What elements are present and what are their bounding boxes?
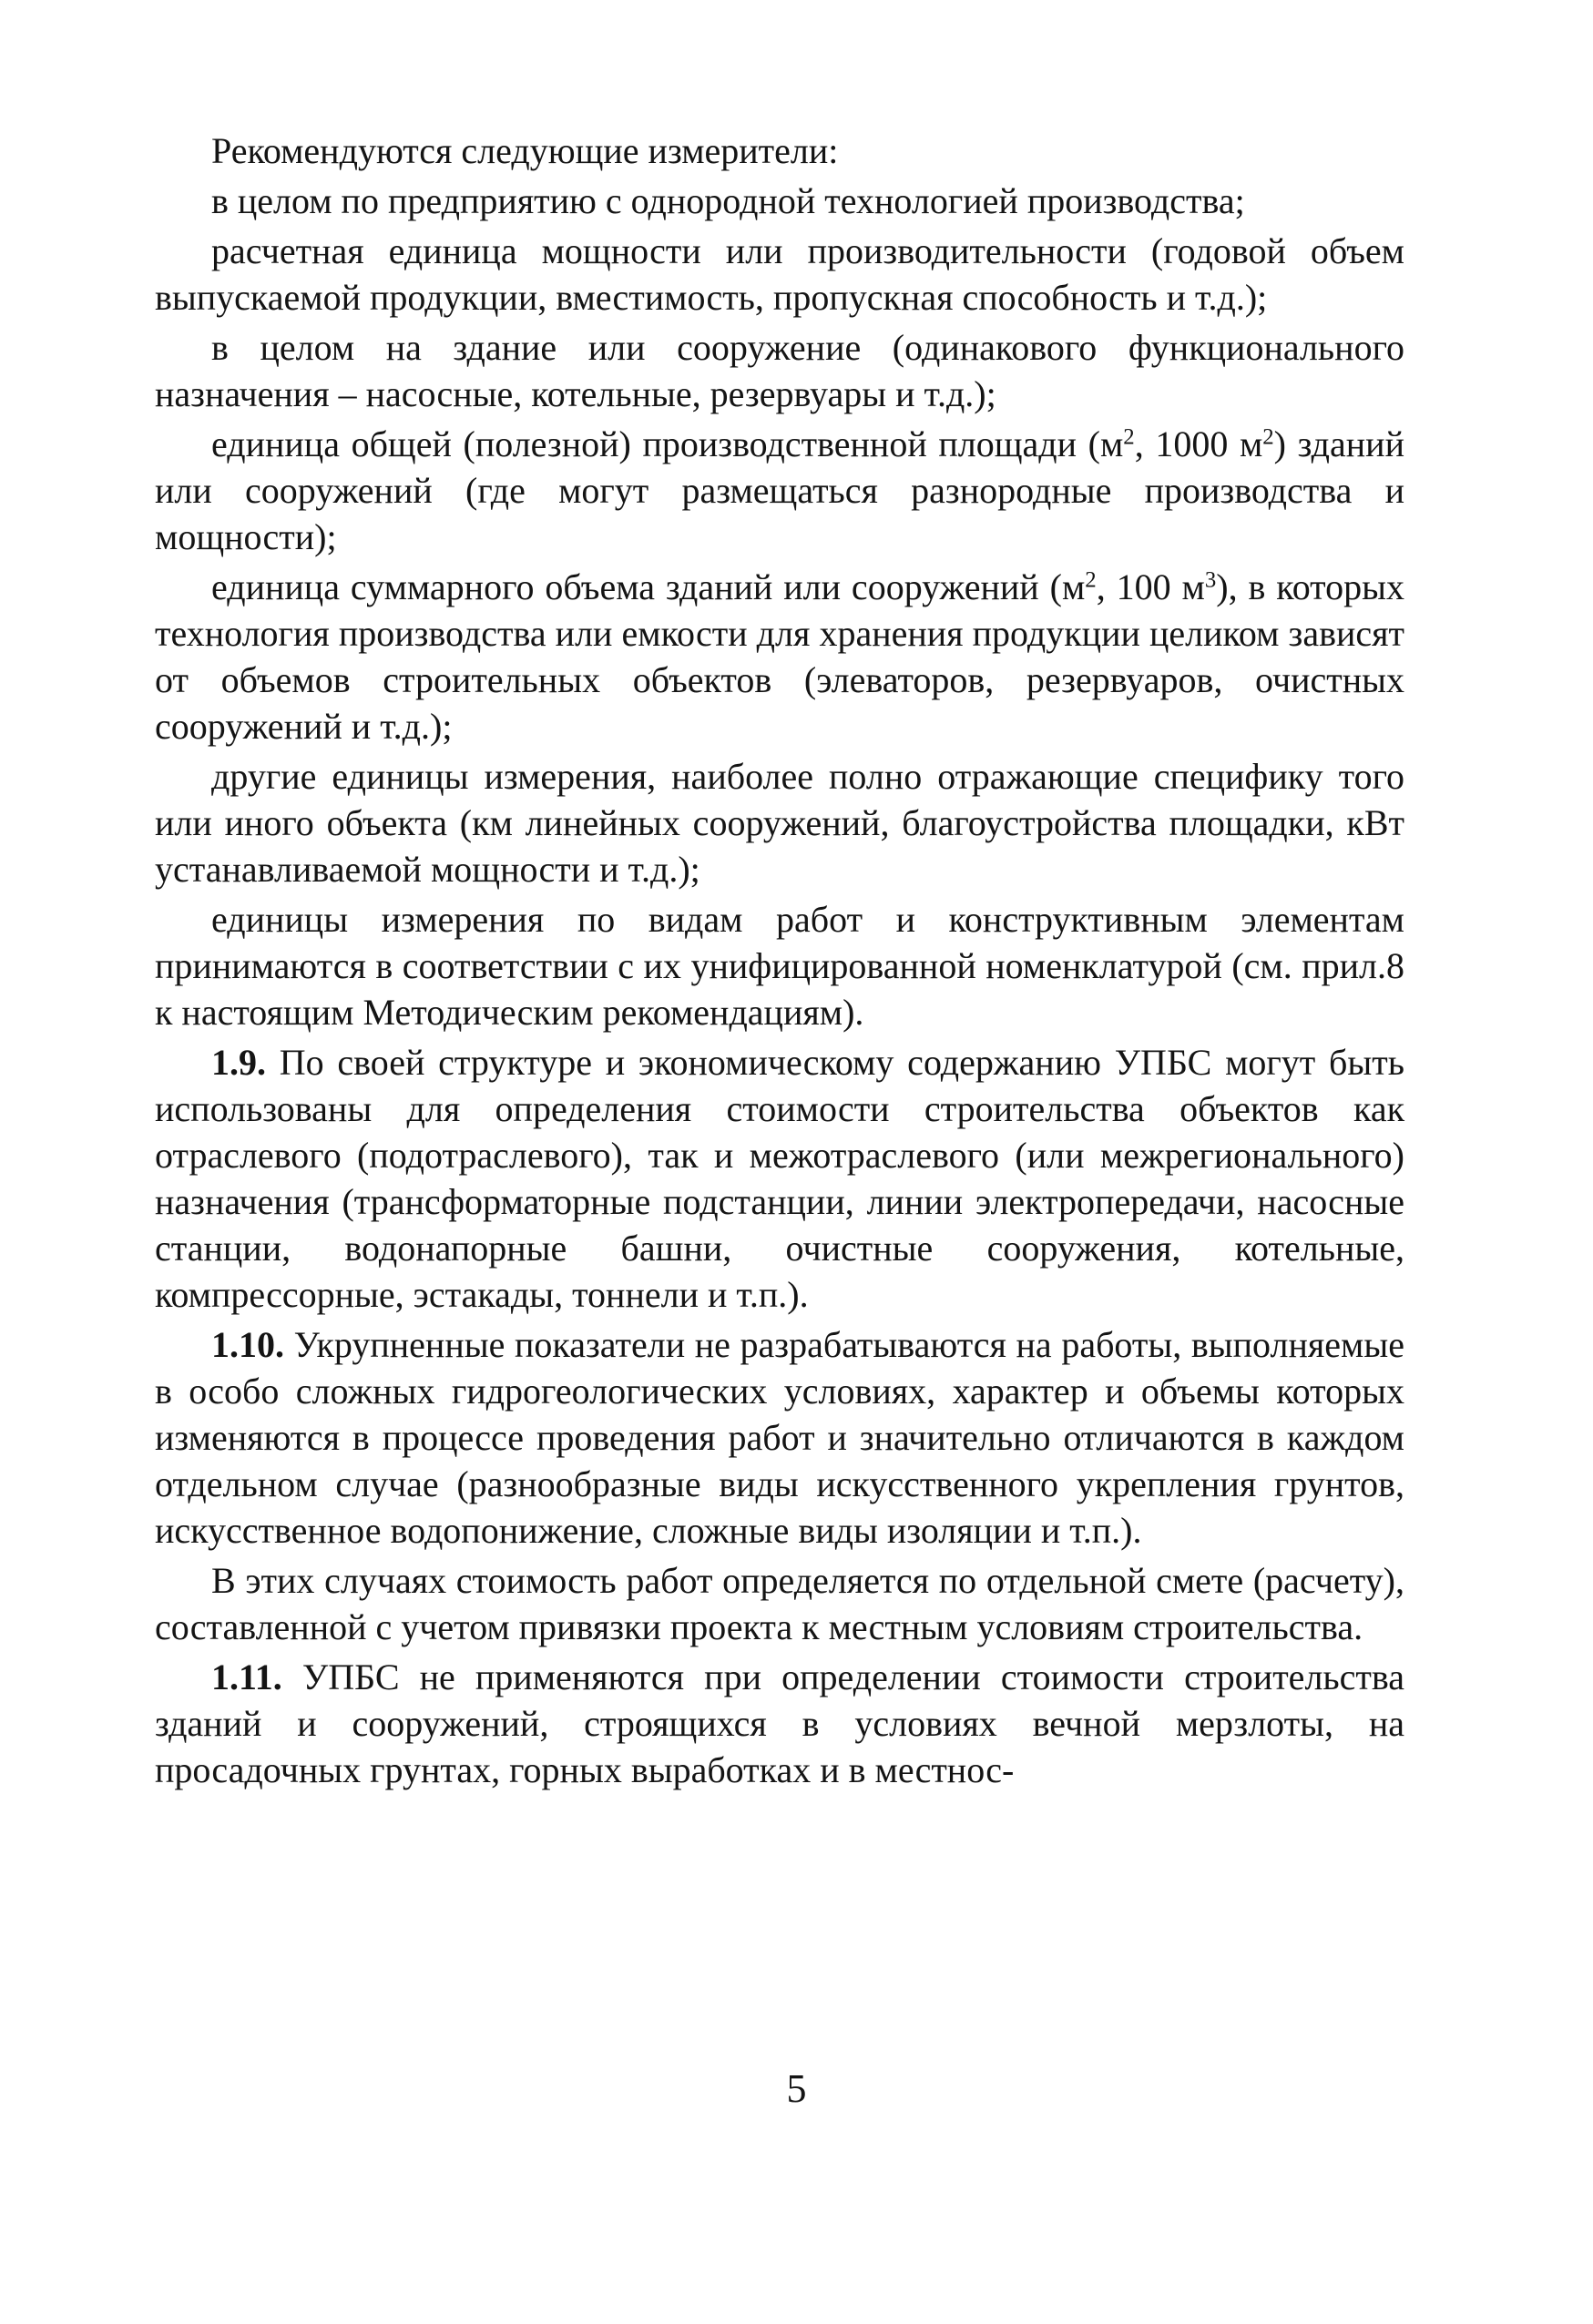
paragraph-list-item: в целом на здание или сооружение (одинакового функционального назначения – насосные, котельные, резервуары и т.д.);: [155, 327, 1404, 414]
superscript: 2: [1123, 424, 1135, 450]
section-text: УПБС не применяются при определении стоимости строительства зданий и сооружений, строящихся в условиях вечной мерзлоты, на просадочных грунтах, горных выработках и в местнос-: [155, 1656, 1404, 1790]
superscript: 3: [1204, 567, 1217, 593]
paragraph-list-item: единица суммарного объема зданий или сооружений ($м^2$, 100 $м^3$), в которых технология производства или емкости для хранения продукции целиком зависят от объемов строительных объектов (элеваторов, резервуаров, очистных сооружений и т.д.);: [155, 566, 1404, 747]
superscript: 2: [1262, 424, 1274, 450]
page-number: 5: [786, 2066, 807, 2111]
section-number: 1.11.: [211, 1656, 282, 1697]
section-1-10: [155, 1321, 1404, 1554]
section-number: 1.9.: [211, 1042, 266, 1083]
paragraph-list-item: другие единицы измерения, наиболее полно отражающие специфику того или иного объекта (км линейных сооружений, благоустройства площадки, кВт устанавливаемой мощности и т.д.);: [155, 756, 1404, 890]
document-body: [155, 127, 1404, 1797]
section-text: Укрупненные показатели не разрабатываются на работы, выполняемые в особо сложных гидрогеологических условиях, характер и объемы которых изменяются в процессе проведения работ и значительно отличаются в каждом отдельном случае (разнообразные виды искусственного укрепления грунтов, искусственное водопонижение, сложные виды изоляции и т.п.).: [155, 1324, 1404, 1551]
paragraph-list-item: единица общей (полезной) производственной площади ($м^2$, 1000 $м^2$) зданий или сооружений (где могут размещаться разнородные производства и мощности);: [155, 423, 1404, 557]
section-1-9: [155, 1039, 1404, 1318]
paragraph-list-item: в целом по предприятию с однородной технологией производства;: [211, 180, 1245, 221]
paragraph-list-item: расчетная единица мощности или производительности (годовой объем выпускаемой продукции, вместимость, пропускная способность и т.д.);: [155, 230, 1404, 318]
paragraph-intro: Рекомендуются следующие измерители:: [211, 130, 839, 171]
paragraph-list-item: единицы измерения по видам работ и конструктивным элементам принимаются в соответствии с их унифицированной номенклатурой (см. прил.8 к настоящим Методическим рекомендациям).: [155, 899, 1404, 1033]
paragraph-note: В этих случаях стоимость работ определяется по отдельной смете (расчету), составленной с учетом привязки проекта к местным условиям строительства.: [155, 1560, 1404, 1647]
section-text: По своей структуре и экономическому содержанию УПБС могут быть использованы для определения стоимости строительства объектов как отраслевого (подотраслевого), так и межотраслевого (или межрегионального) назначения (трансформаторные подстанции, линии электропередачи, насосные станции, водонапорные башни, очистные сооружения, котельные, компрессорные, эстакады, тоннели и т.п.).: [155, 1042, 1404, 1315]
superscript: 2: [1085, 567, 1097, 593]
section-number: 1.10.: [211, 1324, 284, 1365]
section-1-11: [155, 1654, 1404, 1793]
